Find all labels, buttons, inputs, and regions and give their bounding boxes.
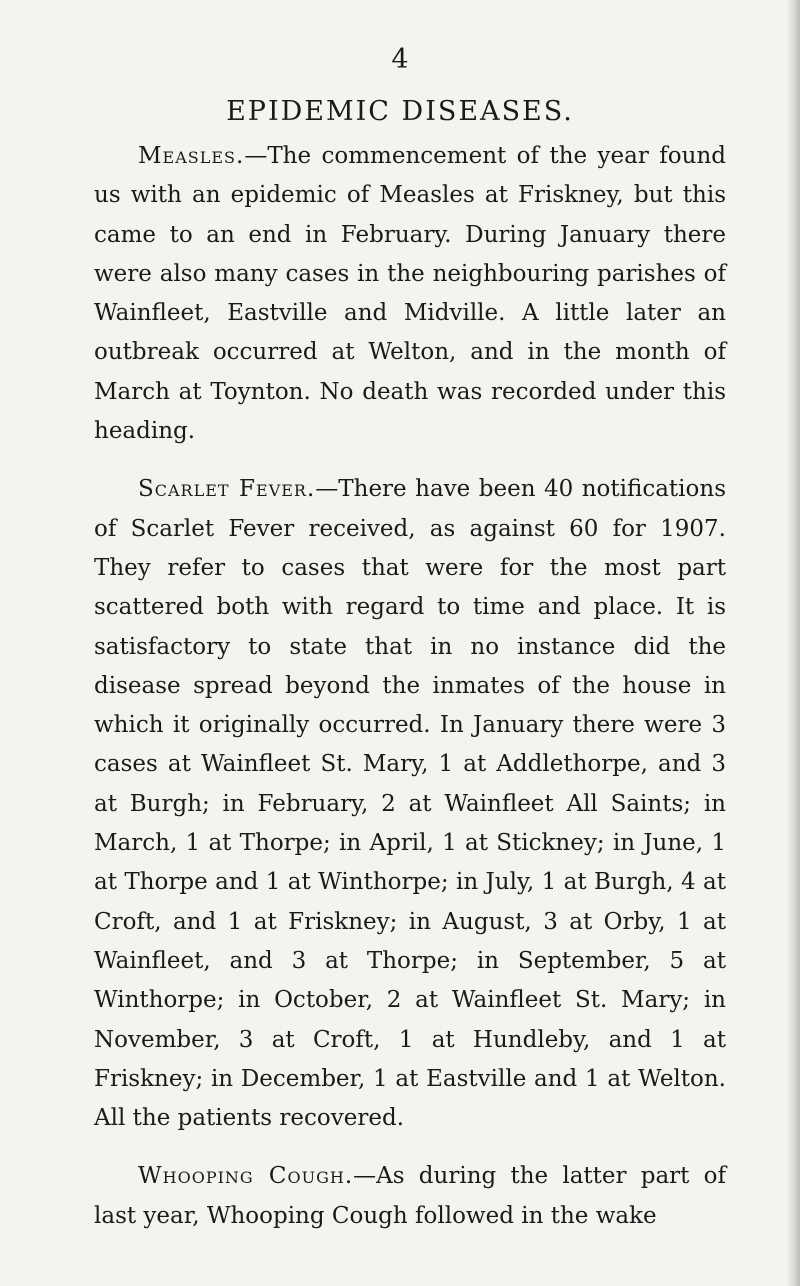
section-text: —As during the latter part of last year, Whooping Cough followed in the wake <box>94 1163 726 1229</box>
section-text: —There have been 40 notifications of Scarlet Fever received, as against 60 for 1907. They refer to cases that were for the most part scattered both with regard to time and place. It is satisfactory to state that in no instance did the disease spread beyond the inmates of the house in which it originally occurred. In January there were 3 cases at Wainfleet St. Mary, 1 at Addlethorpe, and 3 at Burgh; in February, 2 at Wainfleet All Saints; in March, 1 at Thorpe; in April, 1 at Stickney; in June, 1 at Thorpe and 1 at Winthorpe; in July, 1 at Burgh, 4 at Croft, and 1 at Friskney; in August, 3 at Orby, 1 at Wainfleet, and 3 at Thorpe; in September, 5 at Winthorpe; in October, 2 at Wainfleet St. Mary; in November, 3 at Croft, 1 at Hundleby, and 1 at Friskney; in December, 1 at Eastville and 1 at Welton. All the patients recovered. <box>94 476 726 1132</box>
section-title: Whooping Cough. <box>138 1163 354 1190</box>
section-title: Measles. <box>138 143 245 169</box>
section-title: Scarlet Fever. <box>138 476 316 503</box>
section-text: —The commencement of the year found us with an epidemic of Measles at Friskney, but this came to an end in February. During January there were also many cases in the neighbouring parishes of Wainfleet, Eastville and Midville. A little later an outbreak occurred at Welton, and in the month of March at Toynton. No death was recorded under this heading. <box>94 143 726 445</box>
page-number: 4 <box>391 44 409 75</box>
paragraph-whooping-cough <box>94 1157 726 1236</box>
page-edge-shadow <box>786 0 800 1286</box>
body-text <box>94 137 726 1236</box>
page-title: EPIDEMIC DISEASES. <box>226 96 574 127</box>
paragraph-scarlet-fever <box>94 470 726 1138</box>
paragraph-measles <box>94 137 726 451</box>
